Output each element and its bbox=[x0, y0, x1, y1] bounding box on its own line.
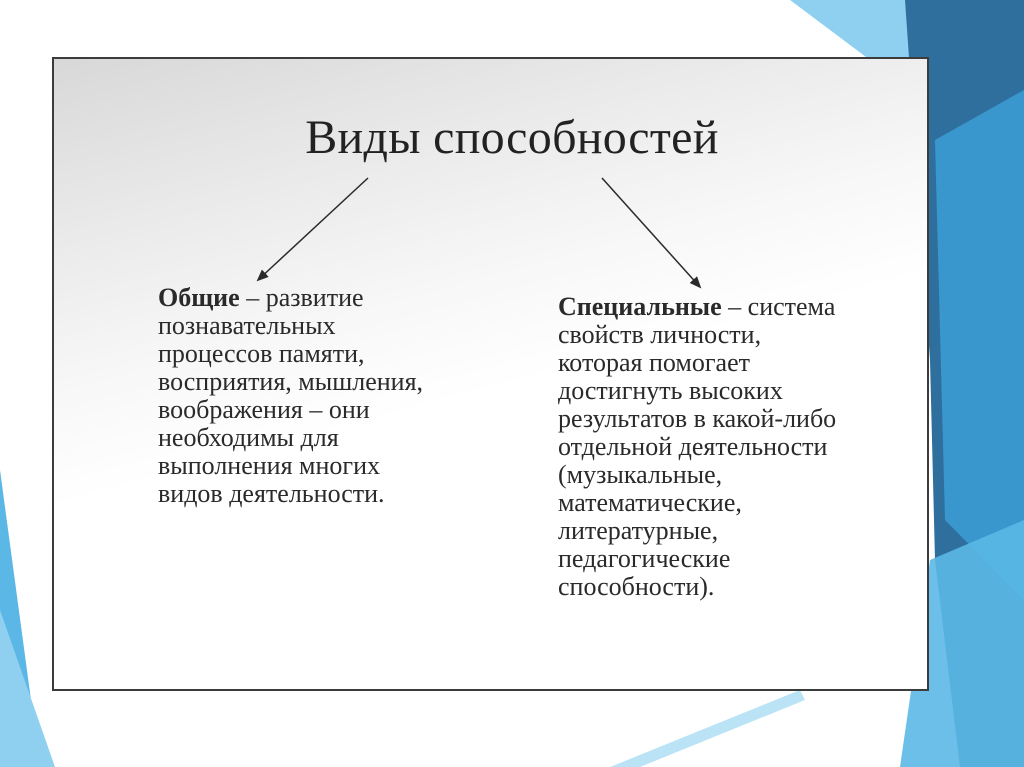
special-line: литературные, bbox=[558, 516, 719, 545]
special-line: (музыкальные, bbox=[558, 460, 723, 489]
special-line: способности). bbox=[558, 572, 715, 601]
general-line: выполнения многих bbox=[158, 451, 380, 480]
special-first-line bbox=[558, 293, 898, 321]
special-line: результатов в какой-либо bbox=[558, 404, 837, 433]
special-line: математические, bbox=[558, 488, 742, 517]
general-first-line-rest: – развитие bbox=[239, 283, 364, 312]
arrow-to-special bbox=[602, 178, 700, 287]
special-line: педагогические bbox=[558, 544, 731, 573]
arrow-to-general bbox=[258, 178, 368, 280]
general-line: видов деятельности. bbox=[158, 479, 385, 508]
special-abilities-block bbox=[558, 293, 898, 601]
special-line: которая помогает bbox=[558, 348, 750, 377]
general-line: воображения – они bbox=[158, 395, 370, 424]
special-first-line-rest: – система bbox=[721, 292, 836, 321]
general-first-line bbox=[158, 284, 458, 312]
special-line: свойств личности, bbox=[558, 320, 762, 349]
special-line: отдельной деятельности bbox=[558, 432, 828, 461]
general-line: познавательных bbox=[158, 311, 336, 340]
page-title: Виды способностей bbox=[305, 111, 719, 164]
general-line: процессов памяти, bbox=[158, 339, 365, 368]
general-line: восприятия, мышления, bbox=[158, 367, 424, 396]
general-abilities-block bbox=[158, 284, 458, 508]
general-line: необходимы для bbox=[158, 423, 339, 452]
general-term: Общие bbox=[158, 283, 240, 312]
special-line: достигнуть высоких bbox=[558, 376, 783, 405]
special-term: Специальные bbox=[558, 292, 722, 321]
